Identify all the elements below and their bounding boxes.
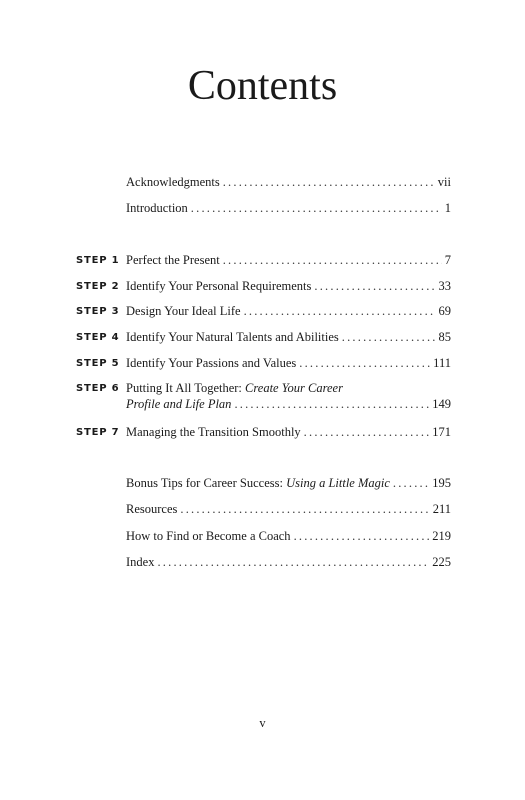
toc-entry-title: Resources	[126, 502, 178, 516]
toc-entry-title: Putting It All Together:	[126, 381, 242, 395]
step-label: STEP 3	[76, 306, 120, 317]
toc-page-number: 1	[444, 201, 451, 215]
toc-page-number: 171	[432, 425, 451, 439]
toc-entry-title: Identify Your Personal Requirements	[126, 279, 312, 293]
dot-leader	[234, 396, 429, 412]
page-title: Contents	[187, 63, 338, 109]
toc-entry-index[interactable]	[126, 554, 451, 570]
dot-leader	[393, 475, 429, 491]
toc-entry-step-5[interactable]	[126, 355, 451, 371]
dot-leader	[191, 200, 442, 216]
toc-entry-title: Introduction	[126, 201, 188, 215]
toc-entry-title-line1	[126, 380, 343, 396]
toc-entry-step-7[interactable]	[126, 424, 451, 440]
step-label: STEP 5	[76, 358, 120, 369]
toc-page-number: 211	[432, 502, 451, 516]
dot-leader	[157, 554, 429, 570]
toc-entry-title: Identify Your Natural Talents and Abilities	[126, 330, 339, 344]
dot-leader	[223, 252, 442, 268]
toc-entry-step-6[interactable]	[126, 380, 451, 412]
dot-leader	[304, 424, 430, 440]
toc-entry-resources[interactable]	[126, 501, 451, 517]
toc-page-number: 219	[432, 529, 451, 543]
dot-leader	[223, 174, 435, 190]
toc-page-number: 195	[432, 476, 451, 490]
toc-entry-title: Acknowledgments	[126, 175, 220, 189]
step-label: STEP 2	[76, 281, 120, 292]
toc-entry-title: Managing the Transition Smoothly	[126, 425, 301, 439]
toc-entry-title-italic: Create Your Career	[245, 381, 343, 395]
page-number: v	[259, 716, 266, 730]
toc-page-number: 225	[432, 555, 451, 569]
dot-leader	[294, 528, 430, 544]
toc-entry-title: Design Your Ideal Life	[126, 304, 241, 318]
toc-entry-step-1[interactable]	[126, 252, 451, 268]
toc-page-number: 111	[433, 356, 451, 370]
toc-entry-step-3[interactable]	[126, 303, 451, 319]
toc-entry-title-wrap	[126, 475, 390, 491]
toc-page-number: 33	[438, 279, 451, 293]
dot-leader	[342, 329, 436, 345]
toc-entry-bonus-tips[interactable]	[126, 475, 451, 491]
toc-entry-title: Bonus Tips for Career Success:	[126, 476, 283, 490]
toc-page-number: 69	[438, 304, 451, 318]
toc-page-number: 85	[438, 330, 451, 344]
dot-leader	[244, 303, 436, 319]
dot-leader	[299, 355, 430, 371]
toc-page-number: vii	[437, 175, 451, 189]
toc-entry-title-italic-line2: Profile and Life Plan	[126, 397, 232, 411]
dot-leader	[180, 501, 429, 517]
toc-entry-title: Identify Your Passions and Values	[126, 356, 297, 370]
toc-entry-step-4[interactable]	[126, 329, 451, 345]
step-label: STEP 1	[76, 255, 120, 266]
toc-entry-introduction[interactable]	[126, 200, 451, 216]
toc-entry-step-2[interactable]	[126, 278, 451, 294]
toc-page-number: 149	[432, 397, 451, 411]
toc-page-number: 7	[444, 253, 451, 267]
toc-entry-title: Index	[126, 555, 155, 569]
toc-entry-acknowledgments[interactable]	[126, 174, 451, 190]
toc-entry-coach[interactable]	[126, 528, 451, 544]
dot-leader	[314, 278, 435, 294]
toc-entry-title-italic: Using a Little Magic	[286, 476, 390, 490]
toc-entry-title: How to Find or Become a Coach	[126, 529, 291, 543]
step-label: STEP 4	[76, 332, 120, 343]
step-label: STEP 6	[76, 383, 120, 394]
step-label: STEP 7	[76, 427, 120, 438]
toc-entry-title: Perfect the Present	[126, 253, 220, 267]
